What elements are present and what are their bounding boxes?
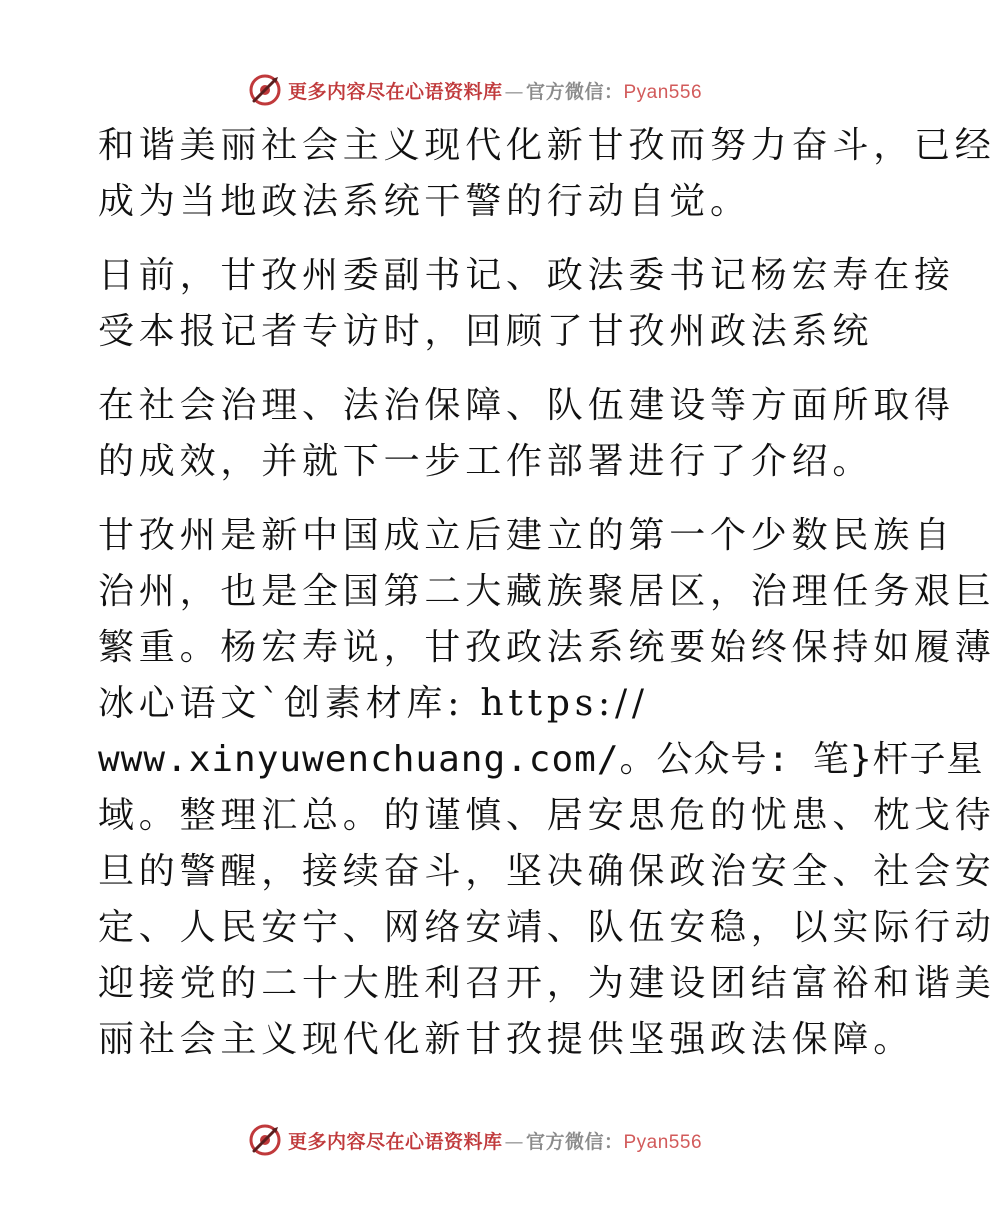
footer-dash: — [504, 1130, 524, 1153]
header-banner [0, 70, 950, 110]
text-line: 受本报记者专访时，回顾了甘孜州政法系统 [98, 311, 874, 352]
text-line: 繁重。杨宏寿说，甘孜政法系统要始终保持如履薄 [98, 627, 996, 668]
text-line: 域。整理汇总。的谨慎、居安思危的忧患、枕戈待 [98, 795, 996, 836]
url-text-line: www.xinyuwenchuang.com/。公众号: 笔}杆子星 [98, 739, 984, 780]
brand-logo-icon [248, 73, 282, 107]
text-line: 甘孜州是新中国成立后建立的第一个少数民族自 [98, 515, 955, 556]
footer-wechat-label: 官方微信： [525, 1130, 624, 1153]
header-wechat-label: 官方微信： [525, 80, 624, 103]
text-line: 丽社会主义现代化新甘孜提供坚强政法保障。 [98, 1019, 915, 1060]
text-line: 定、人民安宁、网络安靖、队伍安稳，以实际行动 [98, 907, 996, 948]
header-dash: — [504, 80, 524, 103]
footer-banner [0, 1120, 950, 1160]
text-line: 的成效，并就下一步工作部署进行了介绍。 [98, 441, 874, 482]
footer-wechat-id: Pyan556 [623, 1131, 703, 1153]
text-line: 治州，也是全国第二大藏族聚居区，治理任务艰巨 [98, 571, 996, 612]
text-line: 在社会治理、法治保障、队伍建设等方面所取得 [98, 385, 955, 426]
article-body [98, 118, 996, 1068]
footer-text [288, 1127, 702, 1154]
text-line: 成为当地政法系统干警的行动自觉。 [98, 181, 751, 222]
text-line: 迎接党的二十大胜利召开，为建设团结富裕和谐美 [98, 963, 996, 1004]
header-wechat-id: Pyan556 [623, 81, 703, 103]
text-line: 和谐美丽社会主义现代化新甘孜而努力奋斗，已经 [98, 125, 996, 166]
footer-site-text: 更多内容尽在心语资料库 [287, 1130, 503, 1153]
text-line: 日前，甘孜州委副书记、政法委书记杨宏寿在接 [98, 255, 955, 296]
text-line: 旦的警醒，接续奋斗，坚决确保政治安全、社会安 [98, 851, 996, 892]
brand-logo-icon [248, 1123, 282, 1157]
header-site-text: 更多内容尽在心语资料库 [287, 80, 503, 103]
text-line: 冰心语文`创素材库: https:// [98, 683, 649, 724]
header-text [288, 77, 702, 104]
